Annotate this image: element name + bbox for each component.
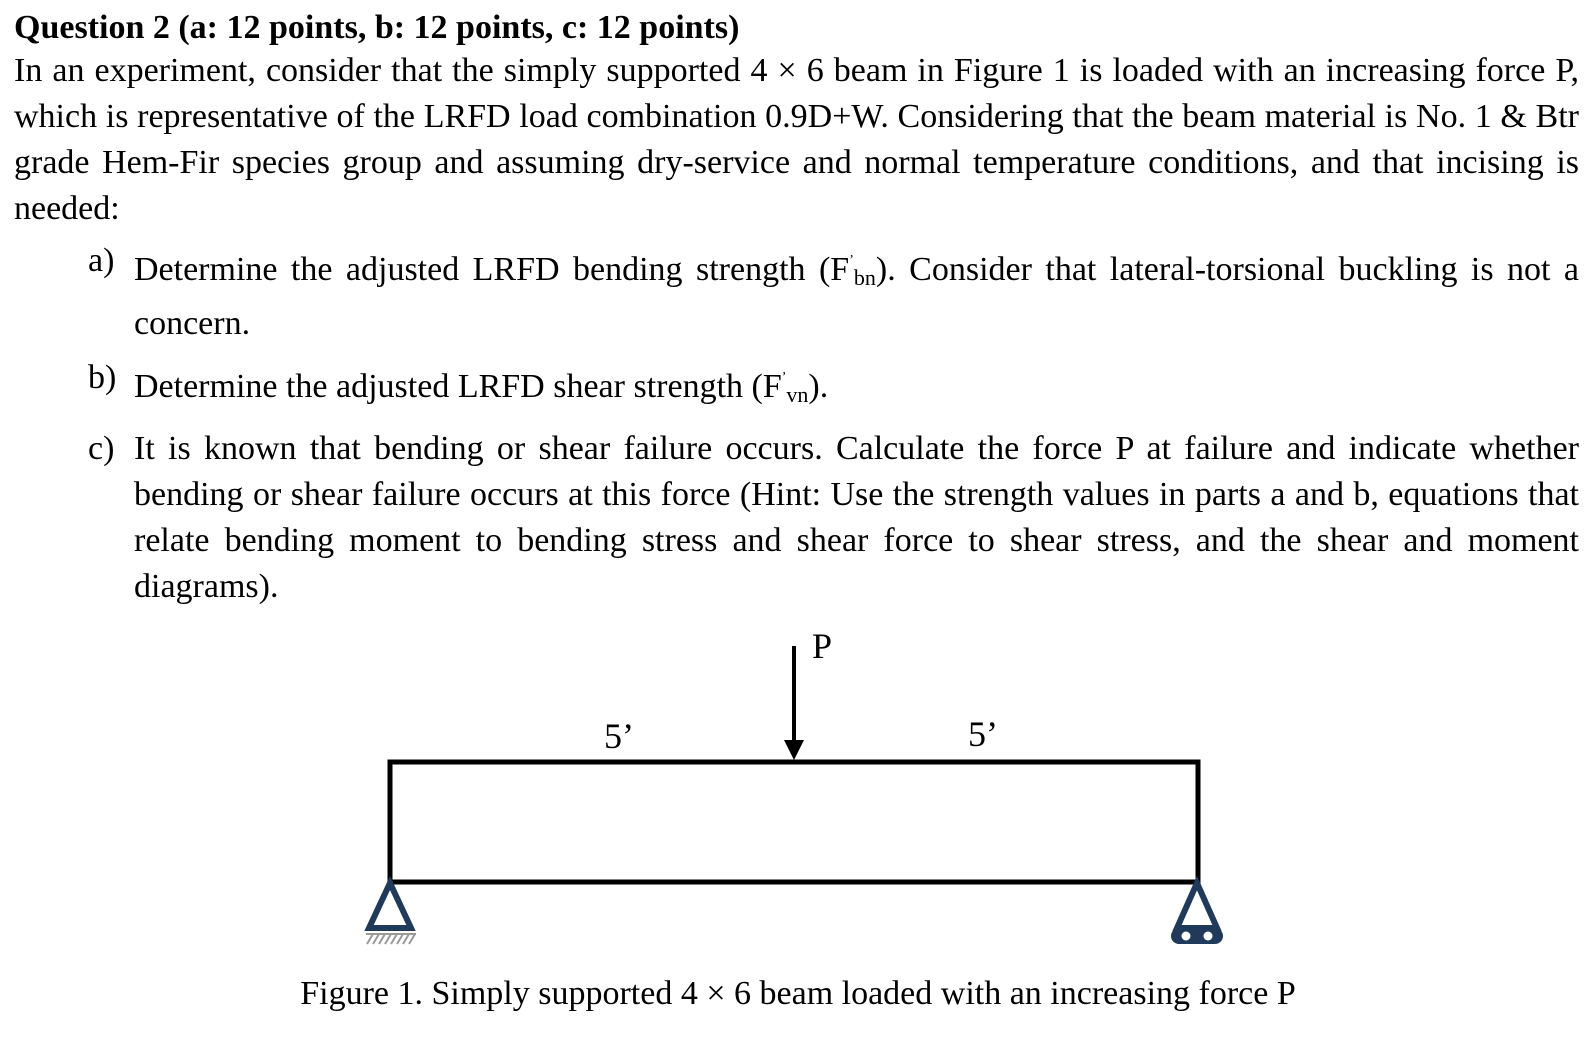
part-c xyxy=(14,426,1579,610)
part-a-subscript: bn xyxy=(853,265,876,290)
part-b-marker: b) xyxy=(88,359,117,396)
question-document xyxy=(14,8,1579,618)
part-a-prime: ’ xyxy=(849,253,854,268)
part-c-marker: c) xyxy=(88,430,115,467)
part-a-marker: a) xyxy=(88,242,115,279)
part-b-subscript: vn xyxy=(786,382,809,407)
part-a-text-after: ). Consider that lateral-torsional buckling is not a concern. xyxy=(134,251,1580,342)
part-b-text-after: ). xyxy=(808,368,829,405)
part-b-text-before: Determine the adjusted LRFD shear strength (F xyxy=(134,368,782,405)
figure-caption: Figure 1. Simply supported 4 × 6 beam loaded with an increasing force P xyxy=(300,975,1296,1012)
part-a xyxy=(14,238,1579,347)
beam-diagram xyxy=(0,610,1596,970)
load-arrow-head xyxy=(784,740,804,760)
beam-figure xyxy=(0,610,1596,1044)
roller-support-icon xyxy=(1171,883,1223,944)
part-a-text-before: Determine the adjusted LRFD bending strength (F xyxy=(134,251,850,288)
part-b xyxy=(14,355,1579,418)
part-b-prime: ’ xyxy=(781,370,787,385)
load-label: P xyxy=(812,626,833,666)
question-intro: In an experiment, consider that the simply supported 4 × 6 beam in Figure 1 is loaded with an increasing force P, which is representative of the LRFD load combination 0.9D+W. Considering that the beam material is No. 1 & Btr grade Hem-Fir species group and assuming dry-service and normal temperature conditions, and that incising is needed: xyxy=(14,52,1579,227)
beam-body xyxy=(390,762,1198,882)
bending-strength-symbol xyxy=(849,251,876,288)
pin-support-icon xyxy=(366,883,416,944)
left-span-label: 5’ xyxy=(604,716,634,756)
question-title: Question 2 (a: 12 points, b: 12 points, c: 12 points) xyxy=(14,9,740,46)
right-span-label: 5’ xyxy=(968,714,998,754)
question-parts-list xyxy=(14,238,1579,610)
shear-strength-symbol xyxy=(782,368,809,405)
part-c-text: It is known that bending or shear failure occurs. Calculate the force P at failure and indicate whether bending or shear failure occurs at this force (Hint: Use the strength values in parts a and b, equations that relate bending moment to bending stress and shear force to shear stress, and the shear and moment diagrams). xyxy=(134,430,1579,605)
